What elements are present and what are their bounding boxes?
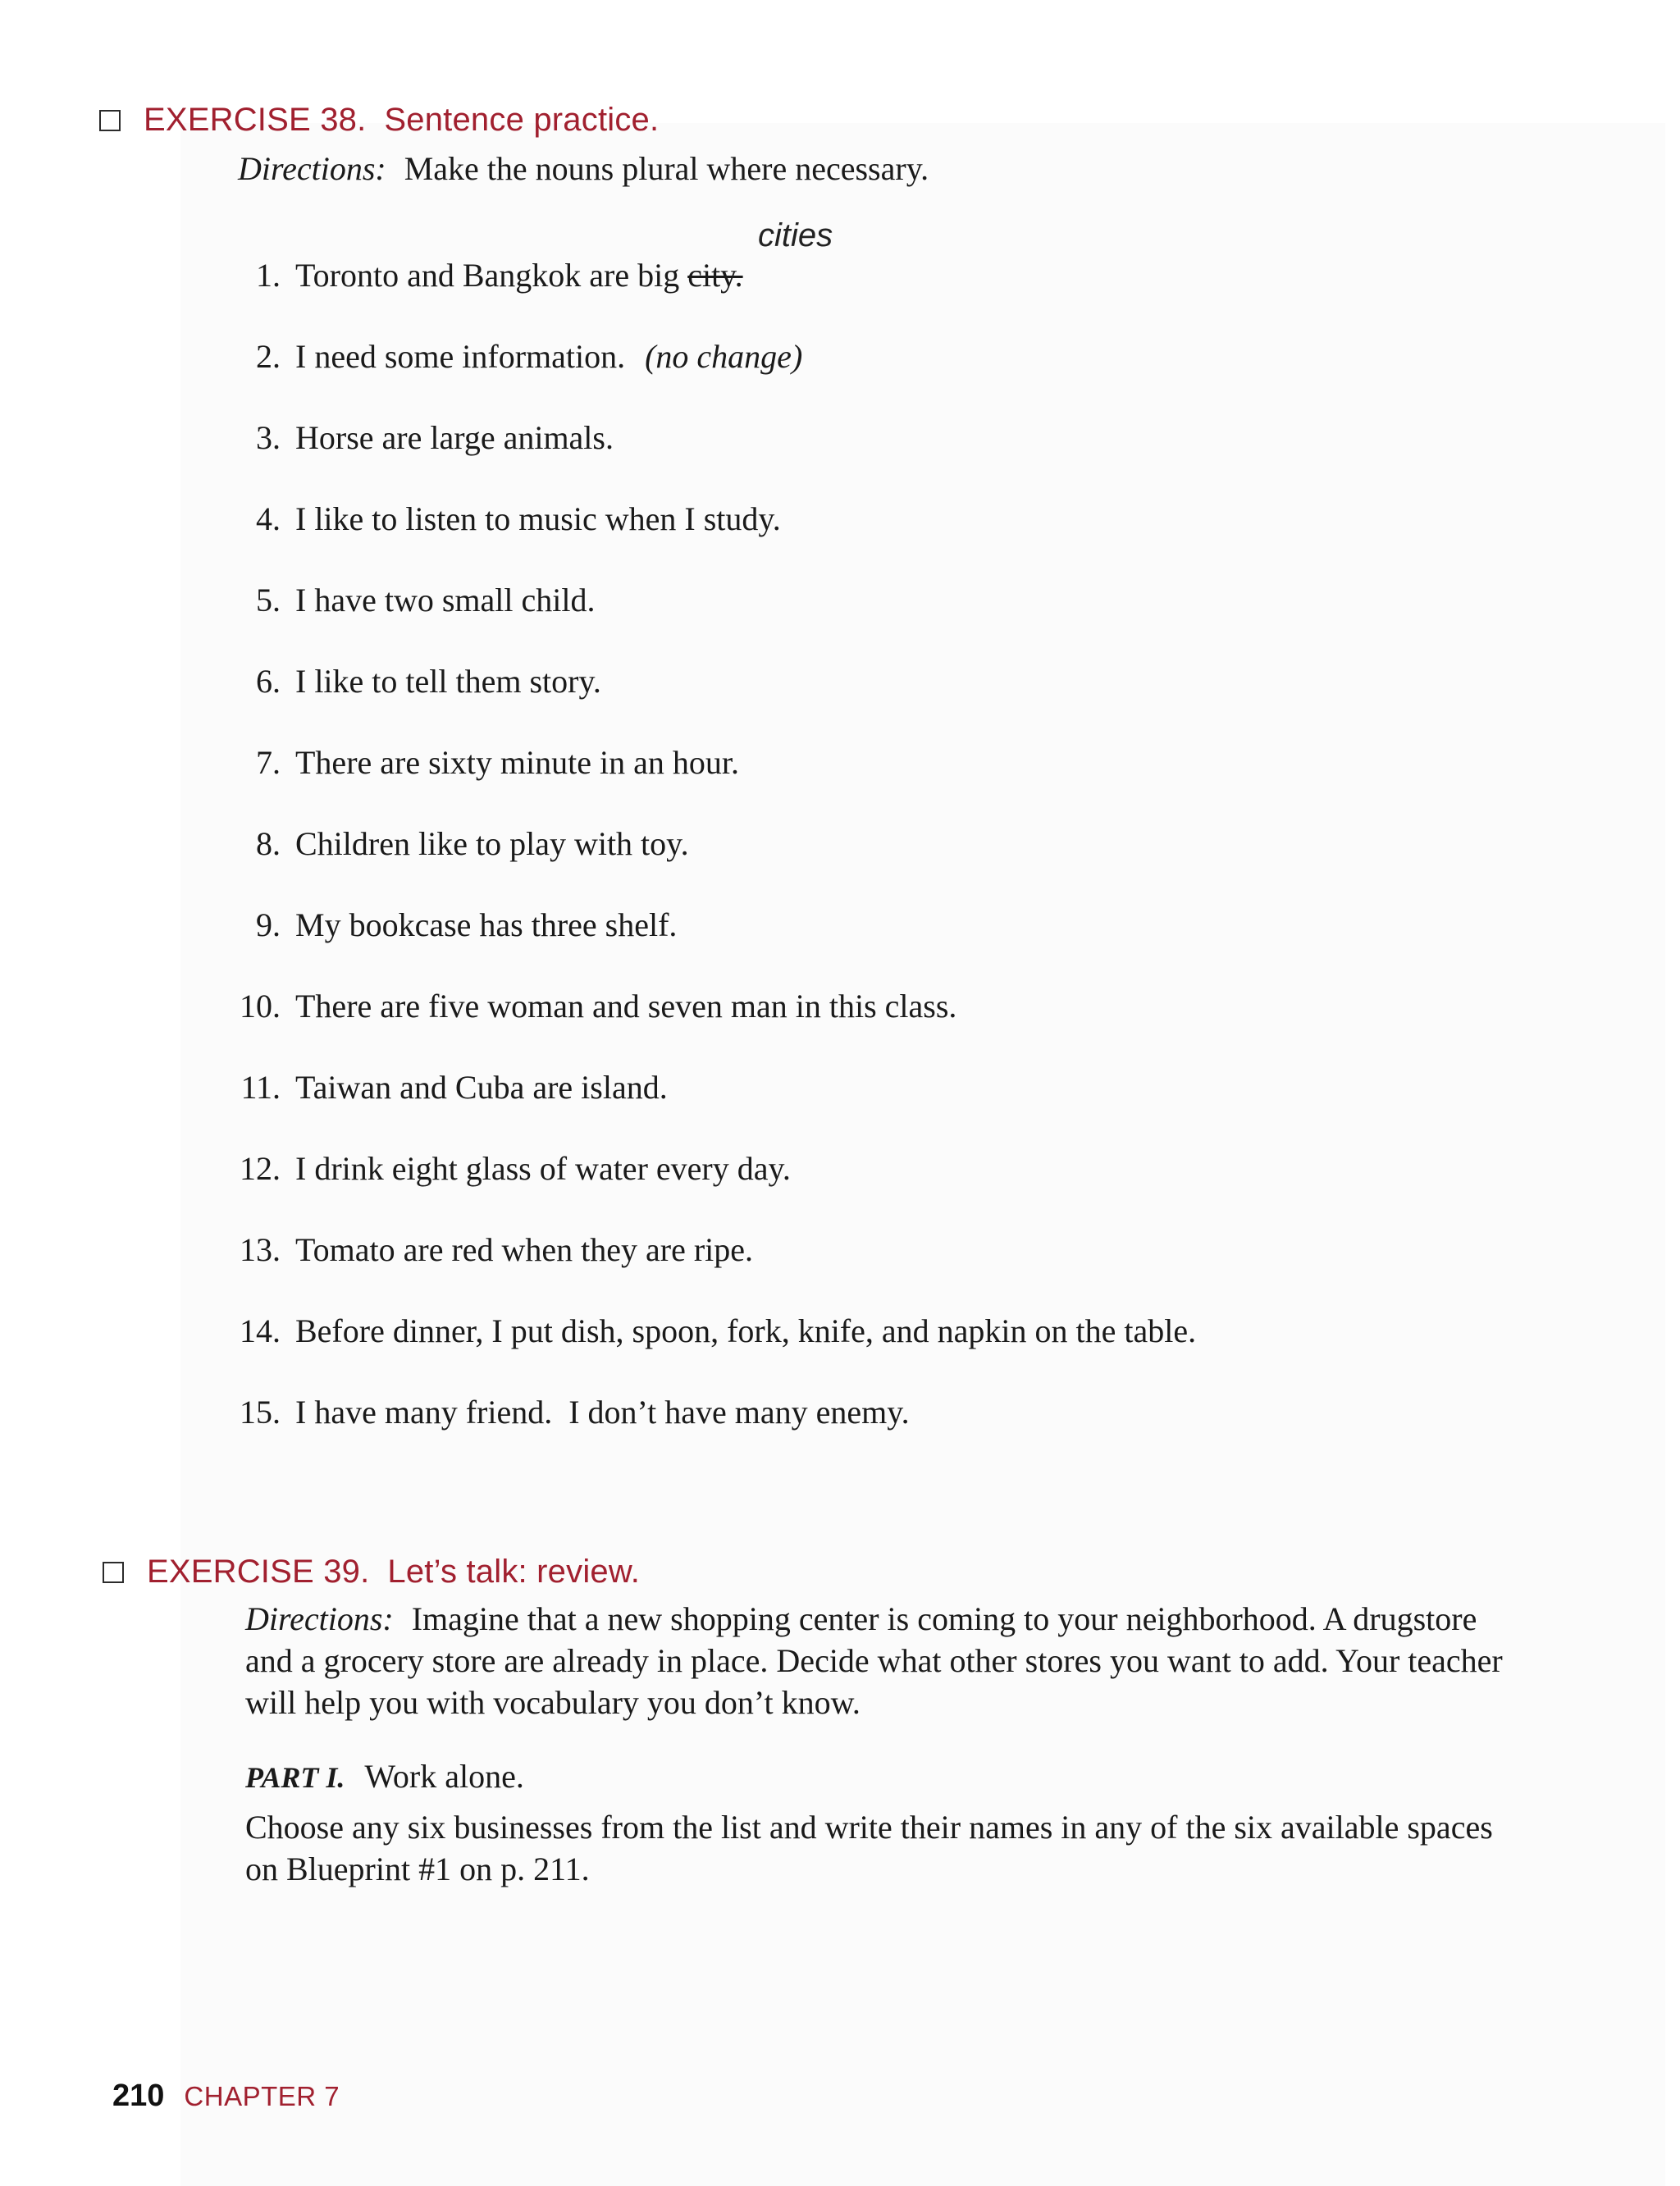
item-text: I drink eight glass of water every day. xyxy=(295,1150,791,1187)
item-number: 11. xyxy=(240,1069,281,1106)
correction-text: cities xyxy=(758,217,833,253)
item-text: I have many friend. I don’t have many enemy. xyxy=(295,1394,910,1431)
exercise-38-checkbox[interactable] xyxy=(99,110,121,131)
list-item xyxy=(230,1230,753,1269)
exercise-38-header xyxy=(99,102,659,139)
item-text: Horse are large animals. xyxy=(295,419,614,456)
item-text: Taiwan and Cuba are island. xyxy=(295,1069,668,1106)
list-item xyxy=(230,581,595,619)
directions-label: Directions: xyxy=(245,1600,394,1637)
list-item xyxy=(230,500,781,538)
item-note: (no change) xyxy=(645,338,803,375)
list-item xyxy=(230,987,956,1025)
item-text: I like to listen to music when I study. xyxy=(295,500,781,537)
item-number: 6. xyxy=(256,663,281,700)
item-text: There are sixty minute in an hour. xyxy=(295,744,739,781)
struck-word: city. xyxy=(687,257,743,294)
part-text: Work alone. xyxy=(364,1758,524,1795)
item-text: I have two small child. xyxy=(295,582,596,618)
list-item xyxy=(230,906,677,944)
item-text: There are five woman and seven man in this class. xyxy=(295,988,957,1025)
list-item xyxy=(230,1068,668,1107)
list-item xyxy=(230,743,739,782)
part-1-instructions: Choose any six businesses from the list and write their names in any of the six available spaces on Blueprint #1 on p. 211. xyxy=(245,1809,1493,1887)
list-item xyxy=(230,337,802,376)
exercise-39-header xyxy=(103,1554,640,1590)
item-number: 5. xyxy=(256,582,281,618)
item-number: 13. xyxy=(240,1231,281,1268)
item-number: 2. xyxy=(256,338,281,375)
list-item xyxy=(230,1149,791,1188)
part-1-heading xyxy=(245,1755,1525,1799)
exercise-39-directions xyxy=(245,1598,1525,1723)
item-text: I need some information. xyxy=(295,338,626,375)
item-number: 7. xyxy=(256,744,281,781)
exercise-38-title: Sentence practice. xyxy=(384,102,660,138)
item-text: Children like to play with toy. xyxy=(295,825,689,862)
exercise-39-checkbox[interactable] xyxy=(103,1562,124,1583)
exercise-38-directions xyxy=(238,148,929,189)
chapter-label: CHAPTER 7 xyxy=(184,2081,340,2111)
item-number: 9. xyxy=(256,906,281,943)
directions-text: Imagine that a new shopping center is coming to your neighborhood. A drugstore and a grocery store are already in place. Decide what other stores you want to add. Your teacher will help you with vocabulary you don’t know. xyxy=(245,1600,1503,1721)
item-text: I like to tell them story. xyxy=(295,663,601,700)
directions-label: Directions: xyxy=(238,150,386,187)
item-number: 4. xyxy=(256,500,281,537)
item-number: 15. xyxy=(240,1394,281,1431)
list-item xyxy=(230,418,614,457)
item-text: My bookcase has three shelf. xyxy=(295,906,678,943)
item-number: 1. xyxy=(256,257,281,294)
item-number: 12. xyxy=(240,1150,281,1187)
item-number: 10. xyxy=(240,988,281,1025)
list-item xyxy=(230,1312,1196,1350)
page-number: 210 xyxy=(112,2079,165,2113)
item-number: 8. xyxy=(256,825,281,862)
part-label: PART I. xyxy=(245,1761,345,1794)
list-item xyxy=(230,824,689,863)
item-text: Before dinner, I put dish, spoon, fork, knife, and napkin on the table. xyxy=(295,1312,1197,1349)
item-number: 14. xyxy=(240,1312,281,1349)
exercise-39-title: Let’s talk: review. xyxy=(387,1554,641,1590)
list-item xyxy=(230,256,743,294)
list-item xyxy=(230,662,601,701)
item-text: Tomato are red when they are ripe. xyxy=(295,1231,754,1268)
list-item xyxy=(230,1393,910,1431)
item-text: Toronto and Bangkok are big xyxy=(295,257,688,294)
page-footer xyxy=(112,2079,340,2114)
exercise-38-number: EXERCISE 38. xyxy=(144,102,367,138)
item-number: 3. xyxy=(256,419,281,456)
directions-text: Make the nouns plural where necessary. xyxy=(404,150,929,187)
exercise-39-number: EXERCISE 39. xyxy=(147,1554,370,1590)
